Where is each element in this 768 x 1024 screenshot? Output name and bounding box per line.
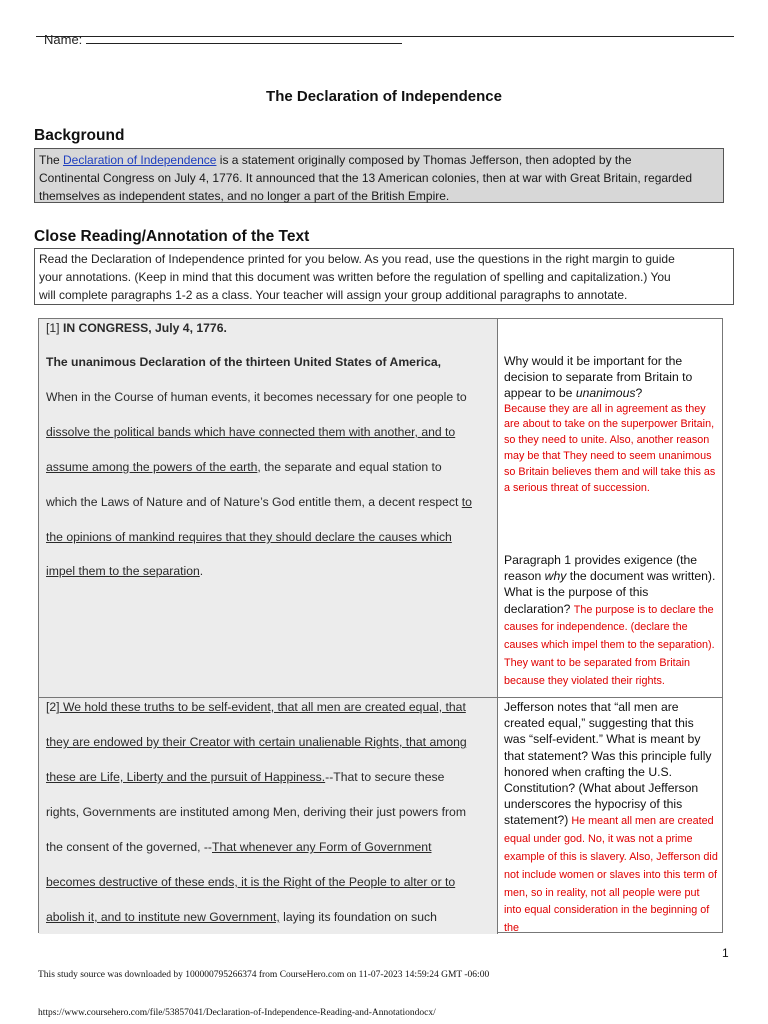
p1-line3: , the separate and equal station to — [257, 460, 442, 474]
question-1 — [504, 353, 718, 496]
p2-line7: laying its foundation on such — [279, 910, 437, 924]
name-label: Name: — [44, 32, 86, 47]
p2-line2: they are endowed by their Creator with certain unalienable Rights, that among — [46, 735, 467, 749]
p1-line3-underlined: assume among the powers of the earth — [46, 460, 258, 474]
p1-line4-underlined: to — [461, 495, 472, 509]
document-title: The Declaration of Independence — [266, 88, 502, 105]
question-3 — [504, 699, 718, 933]
p1-heading: IN CONGRESS, July 4, 1776. — [62, 321, 227, 335]
p1-line2: dissolve the political bands which have connected them with another, and to — [46, 425, 456, 439]
q1-text: Why would it be important for the decision to separate from Britain to appear to be — [504, 354, 693, 401]
p2-line5-underlined: That whenever any Form of Government — [212, 840, 432, 854]
declaration-link[interactable]: Declaration of Independence — [63, 153, 217, 167]
name-field[interactable] — [44, 31, 402, 47]
bg-text-line1: is a statement originally composed by Thomas Jefferson, then adopted by the — [216, 153, 632, 167]
p2-line6: becomes destructive of these ends, it is the Right of the People to alter or to — [46, 875, 456, 889]
p1-line4: which the Laws of Nature and of Nature’s God entitle them, a decent respect — [46, 495, 462, 509]
p2-line1: We hold these truths to be self-evident, that all men are created equal, that — [59, 700, 466, 714]
q2-text: Paragraph 1 provides exigence (the reason — [504, 553, 698, 584]
p2-line7-underlined: abolish it, and to institute new Government, — [46, 910, 280, 924]
paragraph-1-cell — [39, 319, 498, 698]
p1-line1: When in the Course of human events, it becomes necessary for one people to — [46, 390, 467, 404]
paragraph-2-cell — [39, 698, 498, 934]
bg-text-line2: Continental Congress on July 4, 1776. It announced that the 13 American colonies, then at war with Great Britain, regarded — [39, 171, 693, 185]
bg-text-line3: themselves as independent states, and no longer a part of the British Empire. — [39, 189, 450, 203]
annotation-2-cell — [498, 698, 722, 934]
background-box — [34, 148, 724, 203]
instructions-box — [34, 248, 734, 305]
annotation-table — [38, 318, 723, 933]
bg-text-pre: The — [39, 153, 64, 167]
p2-line4: rights, Governments are instituted among Men, deriving their just powers from — [46, 805, 466, 819]
q1-emphasis: unanimous — [575, 386, 636, 401]
q3-text: Jefferson notes that “all men are created equal,” suggesting that this was “self-evident.” What is meant by that statement? Was this principle fully honored when crafting the U.S. Constitution? (What about Jefferson underscores the hypocrisy of this statement?) — [504, 700, 712, 828]
p2-line3: --That to secure these — [325, 770, 445, 784]
annotation-1-cell — [498, 319, 722, 698]
p1-line6-underlined: impel them to the separation — [46, 564, 200, 578]
answer-2: The purpose is to declare the causes for independence. (declare the causes which impel them to the separation). They want to be separated from Britain because they violated their rights. — [504, 603, 715, 687]
p2-line5: the consent of the governed, -- — [46, 840, 212, 854]
answer-3: He meant all men are created equal under god. No, it was not a prime example of this is slavery. Also, Jefferson did not include women or slaves into this term of men, so in reality, not all people were put into equal consideration in the beginning of the — [504, 815, 718, 933]
p2-line3-underlined: these are Life, Liberty and the pursuit of Happiness. — [46, 770, 326, 784]
q2-end: the document was written). What is the purpose of this declaration? — [504, 569, 716, 616]
p1-number: [1] — [46, 321, 63, 335]
question-2 — [504, 552, 718, 690]
q1-end: ? — [635, 386, 643, 401]
p1-line5: the opinions of mankind requires that they should declare the causes which — [46, 530, 452, 544]
instr-line3: will complete paragraphs 1-2 as a class. Your teacher will assign your group additional paragraphs to annotate. — [39, 288, 628, 302]
p2-number: [2] — [46, 700, 60, 714]
source-footer: This study source was downloaded by 100000795266374 from CourseHero.com on 11-07-2023 14:59:24 GMT -06:00 — [38, 970, 490, 980]
p1-subheading: The unanimous Declaration of the thirteen United States of America, — [46, 355, 442, 369]
q2-emphasis: why — [544, 569, 567, 584]
answer-1: Because they are all in agreement as they are about to take on the superpower Britain, so they need to unite. Also, another reason may be that They need to seem unanimous so Britain believes them and will take this as a serious threat of succession. — [504, 402, 716, 494]
instr-line2: your annotations. (Keep in mind that this document was written before the regulation of spelling and capitalization.) You — [39, 270, 671, 284]
background-heading: Background — [34, 127, 125, 144]
instr-line1: Read the Declaration of Independence printed for you below. As you read, use the questions in the right margin to guide — [39, 252, 675, 266]
url-footer[interactable]: https://www.coursehero.com/file/53857041/Declaration-of-Independence-Reading-and-Annotationdocx/ — [38, 1008, 436, 1018]
close-reading-heading: Close Reading/Annotation of the Text — [34, 228, 310, 245]
page-number: 1 — [722, 946, 729, 960]
p1-line6: . — [199, 564, 204, 578]
name-blank-line[interactable] — [86, 31, 402, 44]
